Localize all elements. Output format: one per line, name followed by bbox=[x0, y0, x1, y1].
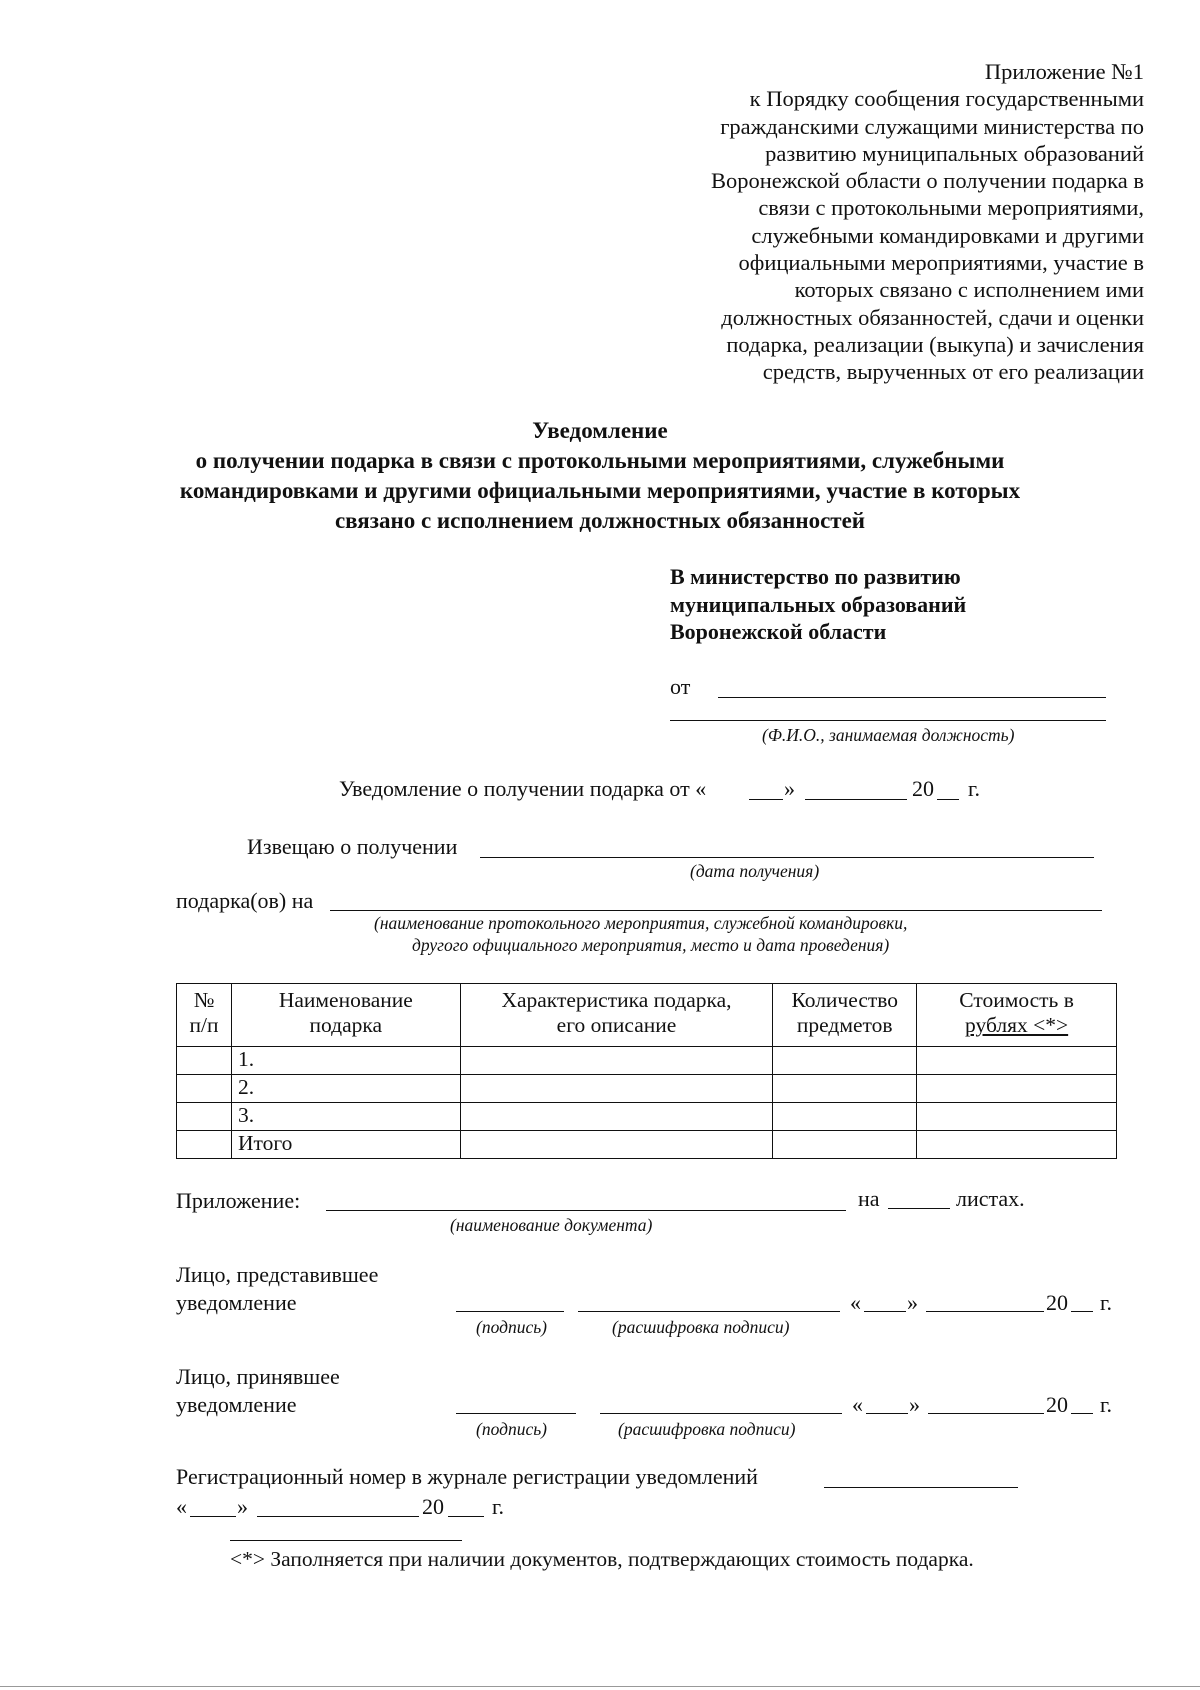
notice-year-prefix: 20 bbox=[912, 776, 934, 801]
cell-cost[interactable] bbox=[917, 1131, 1117, 1159]
attachment-label: Приложение: bbox=[176, 1188, 301, 1213]
notice-year-field[interactable] bbox=[937, 799, 959, 800]
header-text: предметов bbox=[796, 1013, 893, 1037]
presenter-quote-open: « bbox=[850, 1290, 861, 1315]
cell-cost[interactable] bbox=[917, 1103, 1117, 1131]
event-hint-1: (наименование протокольного мероприятия, служебной командировки, bbox=[374, 913, 908, 933]
header-quantity bbox=[773, 984, 917, 1047]
page-edge bbox=[0, 1686, 1200, 1687]
presenter-decode-field[interactable] bbox=[578, 1311, 840, 1312]
presenter-year-prefix: 20 bbox=[1046, 1290, 1068, 1315]
acceptor-day-field[interactable] bbox=[866, 1413, 908, 1414]
cell-cost[interactable] bbox=[917, 1047, 1117, 1075]
cell-total-label: Итого bbox=[231, 1131, 460, 1159]
presenter-label-1: Лицо, представившее bbox=[176, 1262, 379, 1287]
table-row bbox=[177, 1047, 1117, 1075]
header-text: его описание bbox=[556, 1013, 677, 1037]
appendix-line: гражданскими служащими министерства по bbox=[720, 113, 1144, 139]
footnote: <*> Заполняется при наличии документов, подтверждающих стоимость подарка. bbox=[230, 1547, 974, 1571]
cell-num[interactable] bbox=[177, 1103, 232, 1131]
appendix-line: официальными мероприятиями, участие в bbox=[738, 250, 1144, 276]
from-hint: (Ф.И.О., занимаемая должность) bbox=[762, 725, 1015, 745]
presenter-year-suffix: г. bbox=[1100, 1290, 1113, 1315]
registration-year-suffix: г. bbox=[492, 1494, 505, 1519]
notice-day-field[interactable] bbox=[749, 799, 783, 800]
addressee-line: муниципальных образований bbox=[670, 591, 967, 617]
title-line: о получении подарка в связи с протокольными мероприятиями, служебными bbox=[195, 448, 1005, 473]
attachment-on: на bbox=[858, 1186, 880, 1211]
appendix-line: средств, вырученных от его реализации bbox=[762, 359, 1144, 385]
presenter-decode-hint: (расшифровка подписи) bbox=[612, 1317, 790, 1337]
presenter-label-2: уведомление bbox=[176, 1290, 297, 1315]
appendix-line: подарка, реализации (выкупа) и зачисления bbox=[726, 331, 1144, 357]
cell-num[interactable] bbox=[177, 1131, 232, 1159]
from-label: от bbox=[670, 674, 691, 699]
cell-description[interactable] bbox=[460, 1075, 773, 1103]
from-position-field[interactable] bbox=[670, 720, 1106, 721]
cell-cost[interactable] bbox=[917, 1075, 1117, 1103]
event-hint-2: другого официального мероприятия, место и дата проведения) bbox=[412, 935, 890, 955]
header-text: № bbox=[193, 988, 215, 1012]
appendix-line: связи с протокольными мероприятиями, bbox=[758, 195, 1144, 221]
header-text: Характеристика подарка, bbox=[501, 988, 732, 1012]
cell-name[interactable]: 1. bbox=[231, 1047, 460, 1075]
acceptor-month-field[interactable] bbox=[928, 1413, 1044, 1414]
notice-year-suffix: г. bbox=[968, 776, 981, 801]
header-text: подарка bbox=[309, 1013, 383, 1037]
appendix-line: Приложение №1 bbox=[984, 59, 1144, 84]
cell-description[interactable] bbox=[460, 1131, 773, 1159]
notice-quote-close: » bbox=[784, 776, 795, 801]
notice-date-prefix: Уведомление о получении подарка от « bbox=[339, 776, 707, 801]
registration-quote-close: » bbox=[237, 1494, 248, 1519]
header-name bbox=[231, 984, 460, 1047]
cell-description[interactable] bbox=[460, 1047, 773, 1075]
cell-num[interactable] bbox=[177, 1075, 232, 1103]
acceptor-signature-field[interactable] bbox=[456, 1413, 576, 1414]
header-text: Наименование bbox=[278, 988, 413, 1012]
registration-number-field[interactable] bbox=[824, 1487, 1018, 1488]
appendix-header bbox=[624, 58, 1144, 386]
presenter-year-field[interactable] bbox=[1071, 1311, 1093, 1312]
appendix-line: которых связано с исполнением ими bbox=[794, 277, 1144, 303]
addressee-line: Воронежской области bbox=[670, 619, 887, 644]
header-text: Количество bbox=[791, 988, 899, 1012]
appendix-line: служебными командировками и другими bbox=[751, 222, 1144, 248]
acceptor-label-2: уведомление bbox=[176, 1392, 297, 1417]
registration-day-field[interactable] bbox=[190, 1516, 236, 1517]
addressee-block bbox=[670, 563, 966, 646]
gifts-table bbox=[176, 983, 1117, 1159]
header-text: Стоимость в bbox=[959, 988, 1074, 1012]
registration-year-prefix: 20 bbox=[422, 1494, 444, 1519]
table-row bbox=[177, 1075, 1117, 1103]
gifts-for-label: подарка(ов) на bbox=[176, 888, 314, 913]
attachment-sheets-field[interactable] bbox=[888, 1208, 950, 1209]
registration-label: Регистрационный номер в журнале регистрации уведомлений bbox=[176, 1464, 758, 1489]
attachment-sheets: листах. bbox=[956, 1186, 1025, 1211]
cell-name[interactable]: 3. bbox=[231, 1103, 460, 1131]
acceptor-quote-open: « bbox=[852, 1392, 863, 1417]
attachment-document-field[interactable] bbox=[326, 1210, 846, 1211]
acceptor-year-suffix: г. bbox=[1100, 1392, 1113, 1417]
acceptor-year-field[interactable] bbox=[1071, 1413, 1093, 1414]
acceptor-label-1: Лицо, принявшее bbox=[176, 1364, 340, 1389]
appendix-line: развитию муниципальных образований bbox=[765, 140, 1144, 166]
appendix-line: Воронежской области о получении подарка в bbox=[710, 168, 1144, 194]
cell-num[interactable] bbox=[177, 1047, 232, 1075]
addressee-line: В министерство по развитию bbox=[670, 564, 961, 589]
header-num bbox=[177, 984, 232, 1047]
event-field[interactable] bbox=[330, 910, 1102, 911]
receipt-label: Извещаю о получении bbox=[247, 834, 458, 859]
appendix-line: к Порядку сообщения государственными bbox=[749, 86, 1144, 112]
presenter-quote-close: » bbox=[907, 1290, 918, 1315]
acceptor-sign-hint: (подпись) bbox=[476, 1419, 548, 1439]
document-title bbox=[150, 416, 1050, 536]
presenter-day-field[interactable] bbox=[864, 1311, 906, 1312]
cell-quantity[interactable] bbox=[773, 1103, 917, 1131]
acceptor-year-prefix: 20 bbox=[1046, 1392, 1068, 1417]
title-line: Уведомление bbox=[532, 418, 668, 443]
acceptor-decode-field[interactable] bbox=[600, 1413, 842, 1414]
presenter-signature-field[interactable] bbox=[456, 1311, 564, 1312]
from-name-field[interactable] bbox=[718, 697, 1106, 698]
notice-month-field[interactable] bbox=[805, 799, 907, 800]
footnote-separator bbox=[230, 1540, 462, 1541]
acceptor-decode-hint: (расшифровка подписи) bbox=[618, 1419, 796, 1439]
title-line: командировками и другими официальными мероприятиями, участие в которых bbox=[179, 478, 1021, 503]
receipt-date-field[interactable] bbox=[480, 857, 1094, 858]
cell-quantity[interactable] bbox=[773, 1075, 917, 1103]
cell-quantity[interactable] bbox=[773, 1047, 917, 1075]
presenter-month-field[interactable] bbox=[926, 1311, 1044, 1312]
registration-quote-open: « bbox=[176, 1494, 187, 1519]
cell-quantity[interactable] bbox=[773, 1131, 917, 1159]
header-text: рублях <*> bbox=[965, 1013, 1069, 1037]
attachment-hint: (наименование документа) bbox=[450, 1215, 653, 1235]
receipt-hint: (дата получения) bbox=[690, 861, 820, 881]
header-cost bbox=[917, 984, 1117, 1047]
title-line: связано с исполнением должностных обязанностей bbox=[334, 508, 866, 533]
acceptor-quote-close: » bbox=[909, 1392, 920, 1417]
cell-name[interactable]: 2. bbox=[231, 1075, 460, 1103]
appendix-line: должностных обязанностей, сдачи и оценки bbox=[721, 304, 1144, 330]
registration-year-field[interactable] bbox=[448, 1516, 484, 1517]
table-row-total bbox=[177, 1131, 1117, 1159]
presenter-sign-hint: (подпись) bbox=[476, 1317, 548, 1337]
cell-description[interactable] bbox=[460, 1103, 773, 1131]
table-header-row bbox=[177, 984, 1117, 1047]
header-text: п/п bbox=[189, 1013, 219, 1037]
registration-month-field[interactable] bbox=[257, 1516, 419, 1517]
header-description bbox=[460, 984, 773, 1047]
table-row bbox=[177, 1103, 1117, 1131]
